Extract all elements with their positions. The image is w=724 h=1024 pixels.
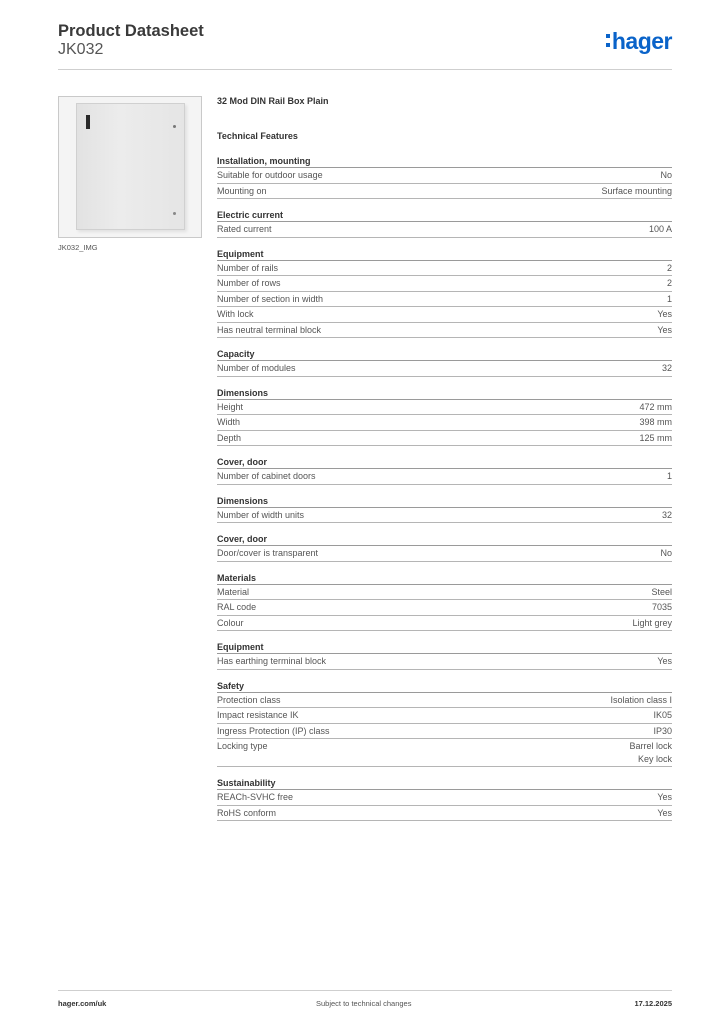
spec-value: Yes: [657, 656, 672, 666]
spec-row: [217, 585, 672, 601]
spec-label: Mounting on: [217, 185, 267, 196]
section-title: Capacity: [217, 348, 672, 361]
spec-label: Number of width units: [217, 509, 305, 520]
spec-section: [217, 495, 672, 524]
section-title: Equipment: [217, 248, 672, 261]
spec-label: Width: [217, 417, 241, 427]
spec-label: Has neutral terminal block: [217, 324, 322, 335]
spec-row: [217, 693, 672, 709]
spec-value: Isolation class I: [610, 694, 672, 705]
section-title: Electric current: [217, 209, 672, 222]
spec-row: [217, 508, 672, 524]
spec-row: [217, 790, 672, 806]
spec-label: Protection class: [217, 694, 281, 705]
spec-section: [217, 680, 672, 768]
spec-value: 32: [661, 363, 672, 373]
spec-section: [217, 533, 672, 562]
cabinet-label-strip: [86, 115, 90, 129]
spec-label: Ingress Protection (IP) class: [217, 725, 330, 736]
spec-section: [217, 348, 672, 377]
spec-value: 125 mm: [639, 432, 672, 443]
product-image: [58, 96, 202, 238]
spec-label: With lock: [217, 309, 254, 319]
spec-label: RAL code: [217, 602, 257, 612]
section-title: Cover, door: [217, 456, 672, 469]
spec-label: Number of rows: [217, 278, 281, 288]
spec-value: 2: [666, 262, 672, 273]
spec-label: Door/cover is transparent: [217, 548, 319, 558]
spec-section: [217, 387, 672, 447]
spec-section: [217, 209, 672, 238]
spec-section: [217, 641, 672, 670]
section-title: Dimensions: [217, 495, 672, 508]
spec-label: Impact resistance IK: [217, 710, 299, 720]
spec-value: 2: [666, 278, 672, 288]
section-title: Installation, mounting: [217, 155, 672, 168]
spec-label: RoHS conform: [217, 807, 277, 818]
spec-value: Steel: [651, 586, 672, 597]
technical-features-heading: Technical Features: [217, 131, 298, 141]
section-title: Equipment: [217, 641, 672, 654]
spec-row: [217, 431, 672, 447]
spec-value: Yes: [657, 792, 672, 802]
spec-row: [217, 261, 672, 277]
spec-value: Yes: [657, 807, 672, 818]
spec-label: Has earthing terminal block: [217, 656, 327, 666]
spec-row: [217, 546, 672, 562]
lock-icon: [173, 125, 176, 128]
spec-label: Number of rails: [217, 262, 279, 273]
spec-value: Surface mounting: [601, 185, 672, 196]
spec-label: Material: [217, 586, 250, 597]
hinge-icon: [173, 212, 176, 215]
spec-value: IP30: [653, 725, 672, 736]
hager-logo: [612, 28, 672, 55]
spec-label: Number of section in width: [217, 293, 324, 304]
spec-content: [217, 96, 672, 821]
spec-row: [217, 806, 672, 822]
spec-row: [217, 361, 672, 377]
logo-dots-icon: [606, 34, 610, 47]
spec-value: 32: [661, 509, 672, 520]
document-title: Product Datasheet: [58, 22, 204, 40]
spec-row: [217, 654, 672, 670]
footer-notice: Subject to technical changes: [316, 999, 412, 1008]
spec-row: [217, 400, 672, 416]
logo-text: hager: [611, 28, 672, 54]
image-caption: JK032_IMG: [58, 243, 98, 252]
spec-value: 1: [666, 471, 672, 481]
spec-value: No: [660, 548, 672, 558]
spec-row: [217, 469, 672, 485]
spec-row: [217, 708, 672, 724]
spec-row: [217, 616, 672, 632]
footer-date: 17.12.2025: [634, 999, 672, 1008]
spec-section: [217, 777, 672, 821]
spec-value: Barrel lock Key lock: [629, 741, 672, 764]
page-footer: [58, 990, 672, 1011]
cabinet-illustration: [76, 103, 185, 230]
section-title: Safety: [217, 680, 672, 693]
spec-label: Suitable for outdoor usage: [217, 170, 323, 180]
spec-row: [217, 307, 672, 323]
spec-row: [217, 292, 672, 308]
spec-label: Number of cabinet doors: [217, 471, 316, 481]
spec-row: [217, 739, 672, 767]
page-header: [58, 22, 672, 70]
spec-value: IK05: [653, 710, 672, 720]
spec-value: 398 mm: [639, 417, 672, 427]
product-code: JK032: [58, 41, 104, 58]
spec-label: Locking type: [217, 741, 268, 751]
spec-section: [217, 155, 672, 199]
spec-value: Yes: [657, 309, 672, 319]
spec-label: REACh-SVHC free: [217, 792, 294, 802]
section-title: Materials: [217, 572, 672, 585]
spec-value: 472 mm: [639, 401, 672, 412]
spec-label: Colour: [217, 617, 244, 628]
spec-row: [217, 724, 672, 740]
spec-row: [217, 222, 672, 238]
spec-row: [217, 323, 672, 339]
spec-sections: [217, 155, 672, 821]
spec-section: [217, 248, 672, 339]
spec-label: Rated current: [217, 224, 272, 234]
spec-value: 100 A: [648, 224, 672, 234]
product-name: 32 Mod DIN Rail Box Plain: [217, 96, 329, 106]
spec-label: Height: [217, 401, 244, 412]
spec-row: [217, 168, 672, 184]
spec-value: 7035: [651, 602, 672, 612]
spec-value: Light grey: [632, 617, 672, 628]
spec-section: [217, 572, 672, 632]
spec-section: [217, 456, 672, 485]
spec-value: No: [660, 170, 672, 180]
spec-row: [217, 184, 672, 200]
section-title: Dimensions: [217, 387, 672, 400]
footer-website[interactable]: hager.com/uk: [58, 999, 107, 1008]
section-title: Cover, door: [217, 533, 672, 546]
spec-row: [217, 276, 672, 292]
spec-label: Depth: [217, 432, 242, 443]
spec-row: [217, 415, 672, 431]
spec-value: Yes: [657, 324, 672, 335]
spec-value: 1: [666, 293, 672, 304]
section-title: Sustainability: [217, 777, 672, 790]
spec-row: [217, 600, 672, 616]
spec-label: Number of modules: [217, 363, 296, 373]
